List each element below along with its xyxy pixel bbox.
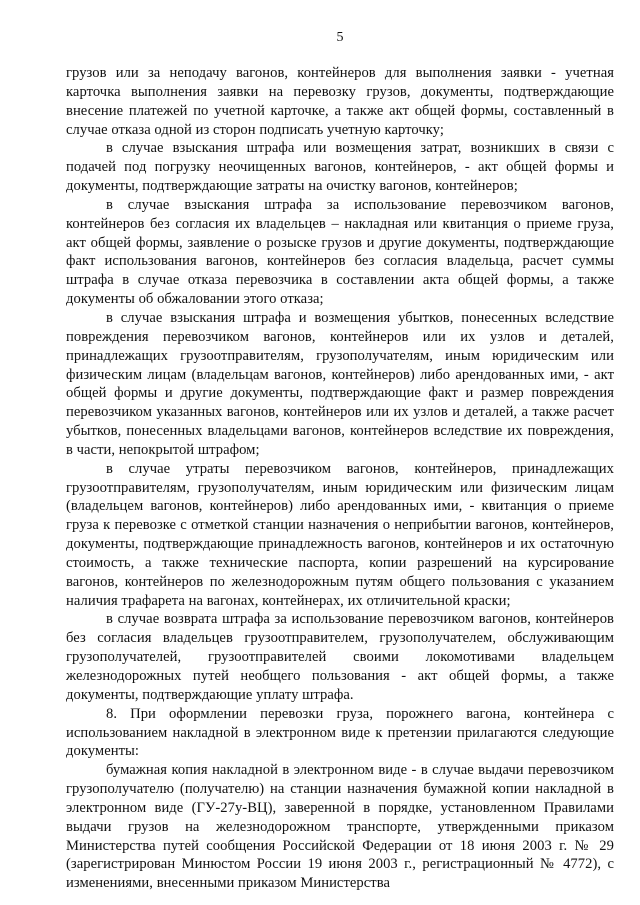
paragraph-use-without-consent: в случае взыскания штрафа за использование перевозчиком вагонов, контейнеров без согласия их владельцев – накладная или квитанция о приеме груза, акт общей формы, заявление о розыске грузов и другие документы, подтверждающие факт использования вагонов, контейнеров без согласия владельца, расчет суммы штрафа в случае отказа перевозчика в составлении акта общей формы, а также документы об обжаловании этого отказа; — [66, 196, 614, 308]
paragraph-damage-of-wagons: в случае взыскания штрафа и возмещения убытков, понесенных вследствие повреждения перевозчиком вагонов, контейнеров или их узлов и деталей, принадлежащих грузоотправителям, грузополучателям, иным юридическим или физическим лицам (владельцам вагонов, контейнеров) либо арендованных ими, - акт общей формы и другие документы, подтверждающие факт и размер повреждения перевозчиком указанных вагонов, контейнеров или их узлов и деталей, а также расчет убытков, понесенных владельцами вагонов, контейнеров вследствие их повреждения, в части, непокрытой штрафом; — [66, 309, 614, 458]
paragraph-uncleaned-wagons: в случае взыскания штрафа или возмещения затрат, возникших в связи с подачей под погрузку неочищенных вагонов, контейнеров, - акт общей формы и документы, подтверждающие затраты на очистку вагонов, контейнеров; — [66, 140, 614, 195]
paragraph-continuation: грузов или за неподачу вагонов, контейнеров для выполнения заявки - учетная карточка выполнения заявки на перевозку грузов, документы, подтверждающие внесение платежей по учетной карточке, а также акт общей формы, составленный в случае отказа одной из сторон подписать учетную карточку; — [66, 65, 614, 138]
page-number: 5 — [336, 30, 344, 45]
document-page — [66, 30, 614, 893]
paragraph-fine-return: в случае возврата штрафа за использование перевозчиком вагонов, контейнеров без согласия владельцев грузоотправителем, грузополучателем, обслуживающим грузополучателей, грузоотправителей своими локомотивами владельцем железнодорожных путей необщего пользования - акт общей формы, а также документы, подтверждающие уплату штрафа. — [66, 611, 614, 703]
paragraph-item-8: 8. При оформлении перевозки груза, порожнего вагона, контейнера с использованием накладной в электронном виде к претензии прилагаются следующие документы: — [66, 705, 614, 760]
paragraph-loss-of-wagons: в случае утраты перевозчиком вагонов, контейнеров, принадлежащих грузоотправителям, грузополучателям, иным юридическим или физическим лицам (владельцем вагонов, контейнеров) либо арендованных ими, - квитанция о приеме груза к перевозке с отметкой станции назначения о неприбытии вагонов, контейнеров, документы, подтверждающие принадлежность вагонов, контейнеров и их остаточную стоимость, а также технические паспорта, копии разрешений на курсирование вагонов, контейнеров по железнодорожным путям общего пользования с указанием наличия трафарета на вагонах, контейнерах, их отличительной краски; — [66, 460, 614, 609]
paragraph-paper-copy: бумажная копия накладной в электронном виде - в случае выдачи перевозчиком грузополучателю (получателю) на станции назначения бумажной копии накладной в электронном виде (ГУ-27у-ВЦ), заверенной в порядке, установленном Правилами выдачи грузов на железнодорожном транспорте, утвержденными приказом Министерства путей сообщения Российской Федерации от 18 июня 2003 г. № 29 (зарегистрирован Минюстом России 19 июня 2003 г., регистрационный № 4772), с изменениями, внесенными приказом Министерства — [66, 762, 614, 892]
